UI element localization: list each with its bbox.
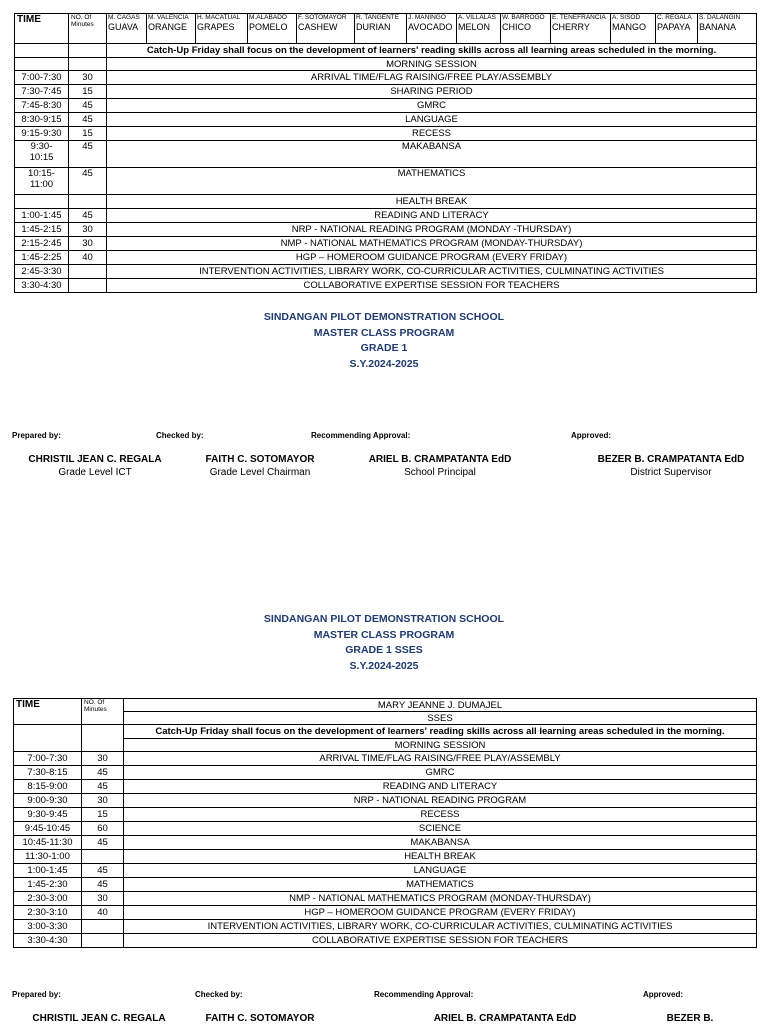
time-text: 2:45-3:30 (21, 266, 62, 277)
time-cell: 11:30-1:00 (14, 850, 82, 864)
prepared-by-signatory (20, 453, 170, 479)
time-cell: 9:30-9:45 (14, 808, 82, 822)
minutes-cell: 15 (69, 85, 107, 99)
minutes-cell (69, 195, 107, 209)
time-cell (15, 251, 69, 265)
section-name: BANANA (699, 22, 737, 32)
section-name: CHICO (502, 22, 531, 32)
schedule-row (14, 808, 757, 822)
schedule-row (15, 223, 757, 237)
activity-cell: MAKABANSA (124, 836, 757, 850)
school-heading (0, 612, 768, 674)
recommending-signatory (420, 1012, 590, 1025)
time-cell: 8:15-9:00 (14, 780, 82, 794)
schedule-row (14, 892, 757, 906)
section-name: CASHEW (298, 22, 338, 32)
time-text: 9:30- (30, 141, 53, 152)
schedule-row (14, 836, 757, 850)
activity-cell: MAKABANSA (107, 141, 757, 168)
signatory-name: ARIEL B. CRAMPATANTA EdD (433, 1013, 577, 1024)
checked-by-signatory (190, 453, 330, 479)
activity-cell: HGP – HOMEROOM GUIDANCE PROGRAM (EVERY FRIDAY) (107, 251, 757, 265)
catchup-note: Catch-Up Friday shall focus on the development of learners' reading skills across all learning areas scheduled in the morning. (107, 44, 757, 58)
time-cell (15, 223, 69, 237)
activity-cell: READING AND LITERACY (107, 209, 757, 223)
section-header (107, 14, 147, 44)
activity-cell: READING AND LITERACY (124, 780, 757, 794)
time-cell (15, 141, 69, 168)
prepared-by-label: Prepared by: (12, 990, 61, 999)
minutes-cell: 30 (69, 237, 107, 251)
minutes-cell: 15 (69, 127, 107, 141)
schedule-row (14, 920, 757, 934)
section-name: ORANGE (148, 22, 188, 32)
section-header (407, 14, 457, 44)
time-text: 3:30-4:30 (21, 280, 62, 291)
minutes-cell (82, 934, 124, 948)
time-cell: 9:00-9:30 (14, 794, 82, 808)
section-name: AVOCADO (408, 22, 453, 32)
minutes-cell: 45 (69, 168, 107, 195)
time-text: 1:00-1:45 (21, 210, 62, 221)
schedule-row (15, 251, 757, 265)
activity-cell: HEALTH BREAK (107, 195, 757, 209)
schedule-row (14, 906, 757, 920)
time-cell (15, 85, 69, 99)
minutes-cell: 40 (82, 906, 124, 920)
schedule-row (14, 878, 757, 892)
section-name: DURIAN (356, 22, 391, 32)
minutes-cell: 30 (82, 794, 124, 808)
time-cell: 3:00-3:30 (14, 920, 82, 934)
time-text: 1:45-2:15 (21, 224, 62, 235)
activity-cell: INTERVENTION ACTIVITIES, LIBRARY WORK, CO-CURRICULAR ACTIVITIES, CULMINATING ACTIVITIES (107, 265, 757, 279)
schedule-row (15, 85, 757, 99)
program-title: MASTER CLASS PROGRAM (313, 628, 455, 641)
table-header-row (15, 14, 757, 44)
time-cell (15, 113, 69, 127)
section-name: MANGO (612, 22, 647, 32)
time-cell: 1:00-1:45 (14, 864, 82, 878)
minutes-cell: 45 (82, 836, 124, 850)
schedule-row (14, 850, 757, 864)
schedule-row (15, 209, 757, 223)
signatory-position: School Principal (404, 467, 476, 478)
section-header (355, 14, 407, 44)
schedule-row (14, 766, 757, 780)
section-header (457, 14, 501, 44)
minutes-cell: 45 (69, 141, 107, 168)
morning-session-label: MORNING SESSION (124, 739, 757, 752)
time-text: 2:15-2:45 (21, 238, 62, 249)
table-header-row (14, 699, 757, 712)
schedule-row (15, 195, 757, 209)
section-name: MELON (458, 22, 491, 32)
activity-cell: NMP - NATIONAL MATHEMATICS PROGRAM (MONDAY-THURSDAY) (124, 892, 757, 906)
section-teacher: E. TENEFRANCIA (552, 14, 606, 21)
minutes-cell: 30 (82, 752, 124, 766)
section-teacher: A. VILLALAS (458, 14, 496, 21)
time-header: TIME (14, 699, 82, 725)
section-header (248, 14, 297, 44)
section-teacher: M. CAGAS (108, 14, 140, 21)
activity-cell: LANGUAGE (107, 113, 757, 127)
time-cell: 2:30-3:10 (14, 906, 82, 920)
school-name: SINDANGAN PILOT DEMONSTRATION SCHOOL (263, 311, 505, 323)
school-heading (0, 310, 768, 372)
section-header (501, 14, 551, 44)
section-header (656, 14, 698, 44)
minutes-header: NO. Of Minutes (69, 14, 107, 44)
time-cell: 7:30-8:15 (14, 766, 82, 780)
activity-cell: LANGUAGE (124, 864, 757, 878)
activity-cell: ARRIVAL TIME/FLAG RAISING/FREE PLAY/ASSEMBLY (124, 752, 757, 766)
minutes-cell (69, 279, 107, 293)
morning-session-label: MORNING SESSION (107, 58, 757, 71)
time-cell: 9:45-10:45 (14, 822, 82, 836)
minutes-cell: 45 (82, 766, 124, 780)
approved-label: Approved: (643, 990, 683, 999)
activity-cell: COLLABORATIVE EXPERTISE SESSION FOR TEACHERS (107, 279, 757, 293)
time-cell (15, 127, 69, 141)
minutes-cell: 45 (82, 878, 124, 892)
time-text: 9:15-9:30 (21, 128, 62, 139)
activity-cell: MATHEMATICS (124, 878, 757, 892)
section-teacher: M.ALABADO (249, 14, 287, 21)
minutes-cell: 45 (69, 113, 107, 127)
activity-cell: NRP - NATIONAL READING PROGRAM (124, 794, 757, 808)
signatory-position: Grade Level ICT (58, 467, 132, 478)
signatory-name: CHRISTIL JEAN C. REGALA (28, 454, 162, 465)
activity-cell: SHARING PERIOD (107, 85, 757, 99)
time-cell (15, 168, 69, 195)
time-cell (15, 265, 69, 279)
schedule-row (15, 99, 757, 113)
section-teacher: C. REGALA (657, 14, 692, 21)
minutes-cell: 45 (69, 209, 107, 223)
activity-cell: HGP – HOMEROOM GUIDANCE PROGRAM (EVERY FRIDAY) (124, 906, 757, 920)
section-header (698, 14, 757, 44)
section-teacher: W. BARROGO (502, 14, 545, 21)
activity-cell: SCIENCE (124, 822, 757, 836)
schedule-row (14, 752, 757, 766)
time-cell: 3:30-4:30 (14, 934, 82, 948)
time-cell (15, 99, 69, 113)
section-teacher: A. SISOD (612, 14, 641, 21)
grade1-sses-schedule-table (13, 698, 757, 948)
time-cell (15, 279, 69, 293)
section-teacher: F. SOTOMAYOR (298, 14, 347, 21)
schedule-row (14, 934, 757, 948)
schedule-row (15, 113, 757, 127)
schedule-row (15, 127, 757, 141)
minutes-cell: 30 (69, 223, 107, 237)
section-name: SSES (124, 712, 757, 725)
minutes-cell: 60 (82, 822, 124, 836)
schedule-row (15, 279, 757, 293)
section-teacher: M. VALENCIA (148, 14, 189, 21)
catchup-note: Catch-Up Friday shall focus on the development of learners' reading skills across all learning areas scheduled in the morning. (124, 725, 757, 739)
activity-cell: INTERVENTION ACTIVITIES, LIBRARY WORK, CO-CURRICULAR ACTIVITIES, CULMINATING ACTIVITIES (124, 920, 757, 934)
schedule-row (14, 864, 757, 878)
time-cell: 7:00-7:30 (14, 752, 82, 766)
schedule-row (14, 794, 757, 808)
prepared-by-signatory (24, 1012, 174, 1025)
signatory-name: FAITH C. SOTOMAYOR (205, 454, 315, 465)
time-text: 7:00-7:30 (21, 72, 62, 83)
school-year: S.Y.2024-2025 (349, 357, 419, 370)
recommending-approval-label: Recommending Approval: (374, 990, 474, 999)
time-text: 7:30-7:45 (21, 86, 62, 97)
time-header: TIME (15, 14, 69, 44)
catchup-row (15, 44, 757, 58)
activity-cell: RECESS (124, 808, 757, 822)
time-text-end: 11:00 (29, 179, 54, 190)
signatory-name: ARIEL B. CRAMPATANTA EdD (368, 454, 512, 465)
minutes-cell: 45 (69, 99, 107, 113)
school-name: SINDANGAN PILOT DEMONSTRATION SCHOOL (263, 613, 505, 625)
section-teacher: J. MANINGO (408, 14, 446, 21)
schedule-row (15, 141, 757, 168)
section-row (14, 712, 757, 725)
minutes-cell: 40 (69, 251, 107, 265)
signatory-name: CHRISTIL JEAN C. REGALA (32, 1013, 166, 1024)
minutes-cell: 45 (82, 780, 124, 794)
time-text-end: 10:15 (29, 152, 54, 163)
minutes-cell: 45 (82, 864, 124, 878)
signatory-name: BEZER B. (666, 1013, 714, 1024)
grade-title: GRADE 1 (360, 342, 408, 354)
time-cell (15, 209, 69, 223)
time-cell: 2:30-3:00 (14, 892, 82, 906)
minutes-cell (82, 920, 124, 934)
section-header (551, 14, 611, 44)
activity-cell: RECESS (107, 127, 757, 141)
section-header (196, 14, 248, 44)
schedule-row (15, 71, 757, 85)
grade1-schedule-table (14, 13, 757, 293)
schedule-row (14, 780, 757, 794)
section-teacher: S. DALANGIN (699, 14, 741, 21)
time-cell: 10:45-11:30 (14, 836, 82, 850)
grade-title: GRADE 1 SSES (345, 644, 423, 656)
program-title: MASTER CLASS PROGRAM (313, 326, 455, 339)
schedule-row (15, 265, 757, 279)
section-name: CHERRY (552, 22, 590, 32)
section-name: GUAVA (108, 22, 139, 32)
recommending-signatory (355, 453, 525, 479)
minutes-cell: 15 (82, 808, 124, 822)
activity-cell: GMRC (124, 766, 757, 780)
signatory-name: FAITH C. SOTOMAYOR (205, 1013, 315, 1024)
school-year: S.Y.2024-2025 (349, 659, 419, 672)
section-teacher: H. MACATUAL (197, 14, 241, 21)
adviser-name: MARY JEANNE J. DUMAJEL (124, 699, 757, 712)
time-cell (15, 195, 69, 209)
activity-cell: NRP - NATIONAL READING PROGRAM (MONDAY -THURSDAY) (107, 223, 757, 237)
activity-cell: MATHEMATICS (107, 168, 757, 195)
time-cell (15, 237, 69, 251)
minutes-cell (69, 265, 107, 279)
activity-cell: HEALTH BREAK (124, 850, 757, 864)
approved-signatory (650, 1012, 730, 1025)
section-name: GRAPES (197, 22, 235, 32)
schedule-row (15, 237, 757, 251)
signatory-name: BEZER B. CRAMPATANTA EdD (597, 454, 745, 465)
minutes-cell: 30 (69, 71, 107, 85)
time-text: 8:30-9:15 (21, 114, 62, 125)
schedule-row (15, 168, 757, 195)
section-header (147, 14, 196, 44)
activity-cell: GMRC (107, 99, 757, 113)
approved-label: Approved: (571, 431, 611, 440)
checked-by-label: Checked by: (156, 431, 204, 440)
activity-cell: ARRIVAL TIME/FLAG RAISING/FREE PLAY/ASSEMBLY (107, 71, 757, 85)
section-teacher: R. TANGENTE (356, 14, 400, 21)
catchup-row (14, 725, 757, 739)
checked-by-signatory (190, 1012, 330, 1025)
section-header (297, 14, 355, 44)
minutes-cell: 30 (82, 892, 124, 906)
minutes-header: NO. Of Minutes (82, 699, 124, 725)
time-cell: 1:45-2:30 (14, 878, 82, 892)
section-name: PAPAYA (657, 22, 691, 32)
approved-signatory (586, 453, 756, 479)
morning-session-row (15, 58, 757, 71)
schedule-row (14, 822, 757, 836)
time-cell (15, 71, 69, 85)
signatory-position: Grade Level Chairman (209, 467, 311, 478)
checked-by-label: Checked by: (195, 990, 243, 999)
recommending-approval-label: Recommending Approval: (311, 431, 411, 440)
time-text: 1:45-2:25 (21, 252, 62, 263)
time-text: 10:15- (28, 168, 55, 179)
activity-cell: COLLABORATIVE EXPERTISE SESSION FOR TEACHERS (124, 934, 757, 948)
time-text: 7:45-8:30 (21, 100, 62, 111)
prepared-by-label: Prepared by: (12, 431, 61, 440)
section-header (611, 14, 656, 44)
section-name: POMELO (249, 22, 288, 32)
morning-session-row (14, 739, 757, 752)
minutes-cell (82, 850, 124, 864)
activity-cell: NMP - NATIONAL MATHEMATICS PROGRAM (MONDAY-THURSDAY) (107, 237, 757, 251)
signatory-position: District Supervisor (630, 467, 712, 478)
